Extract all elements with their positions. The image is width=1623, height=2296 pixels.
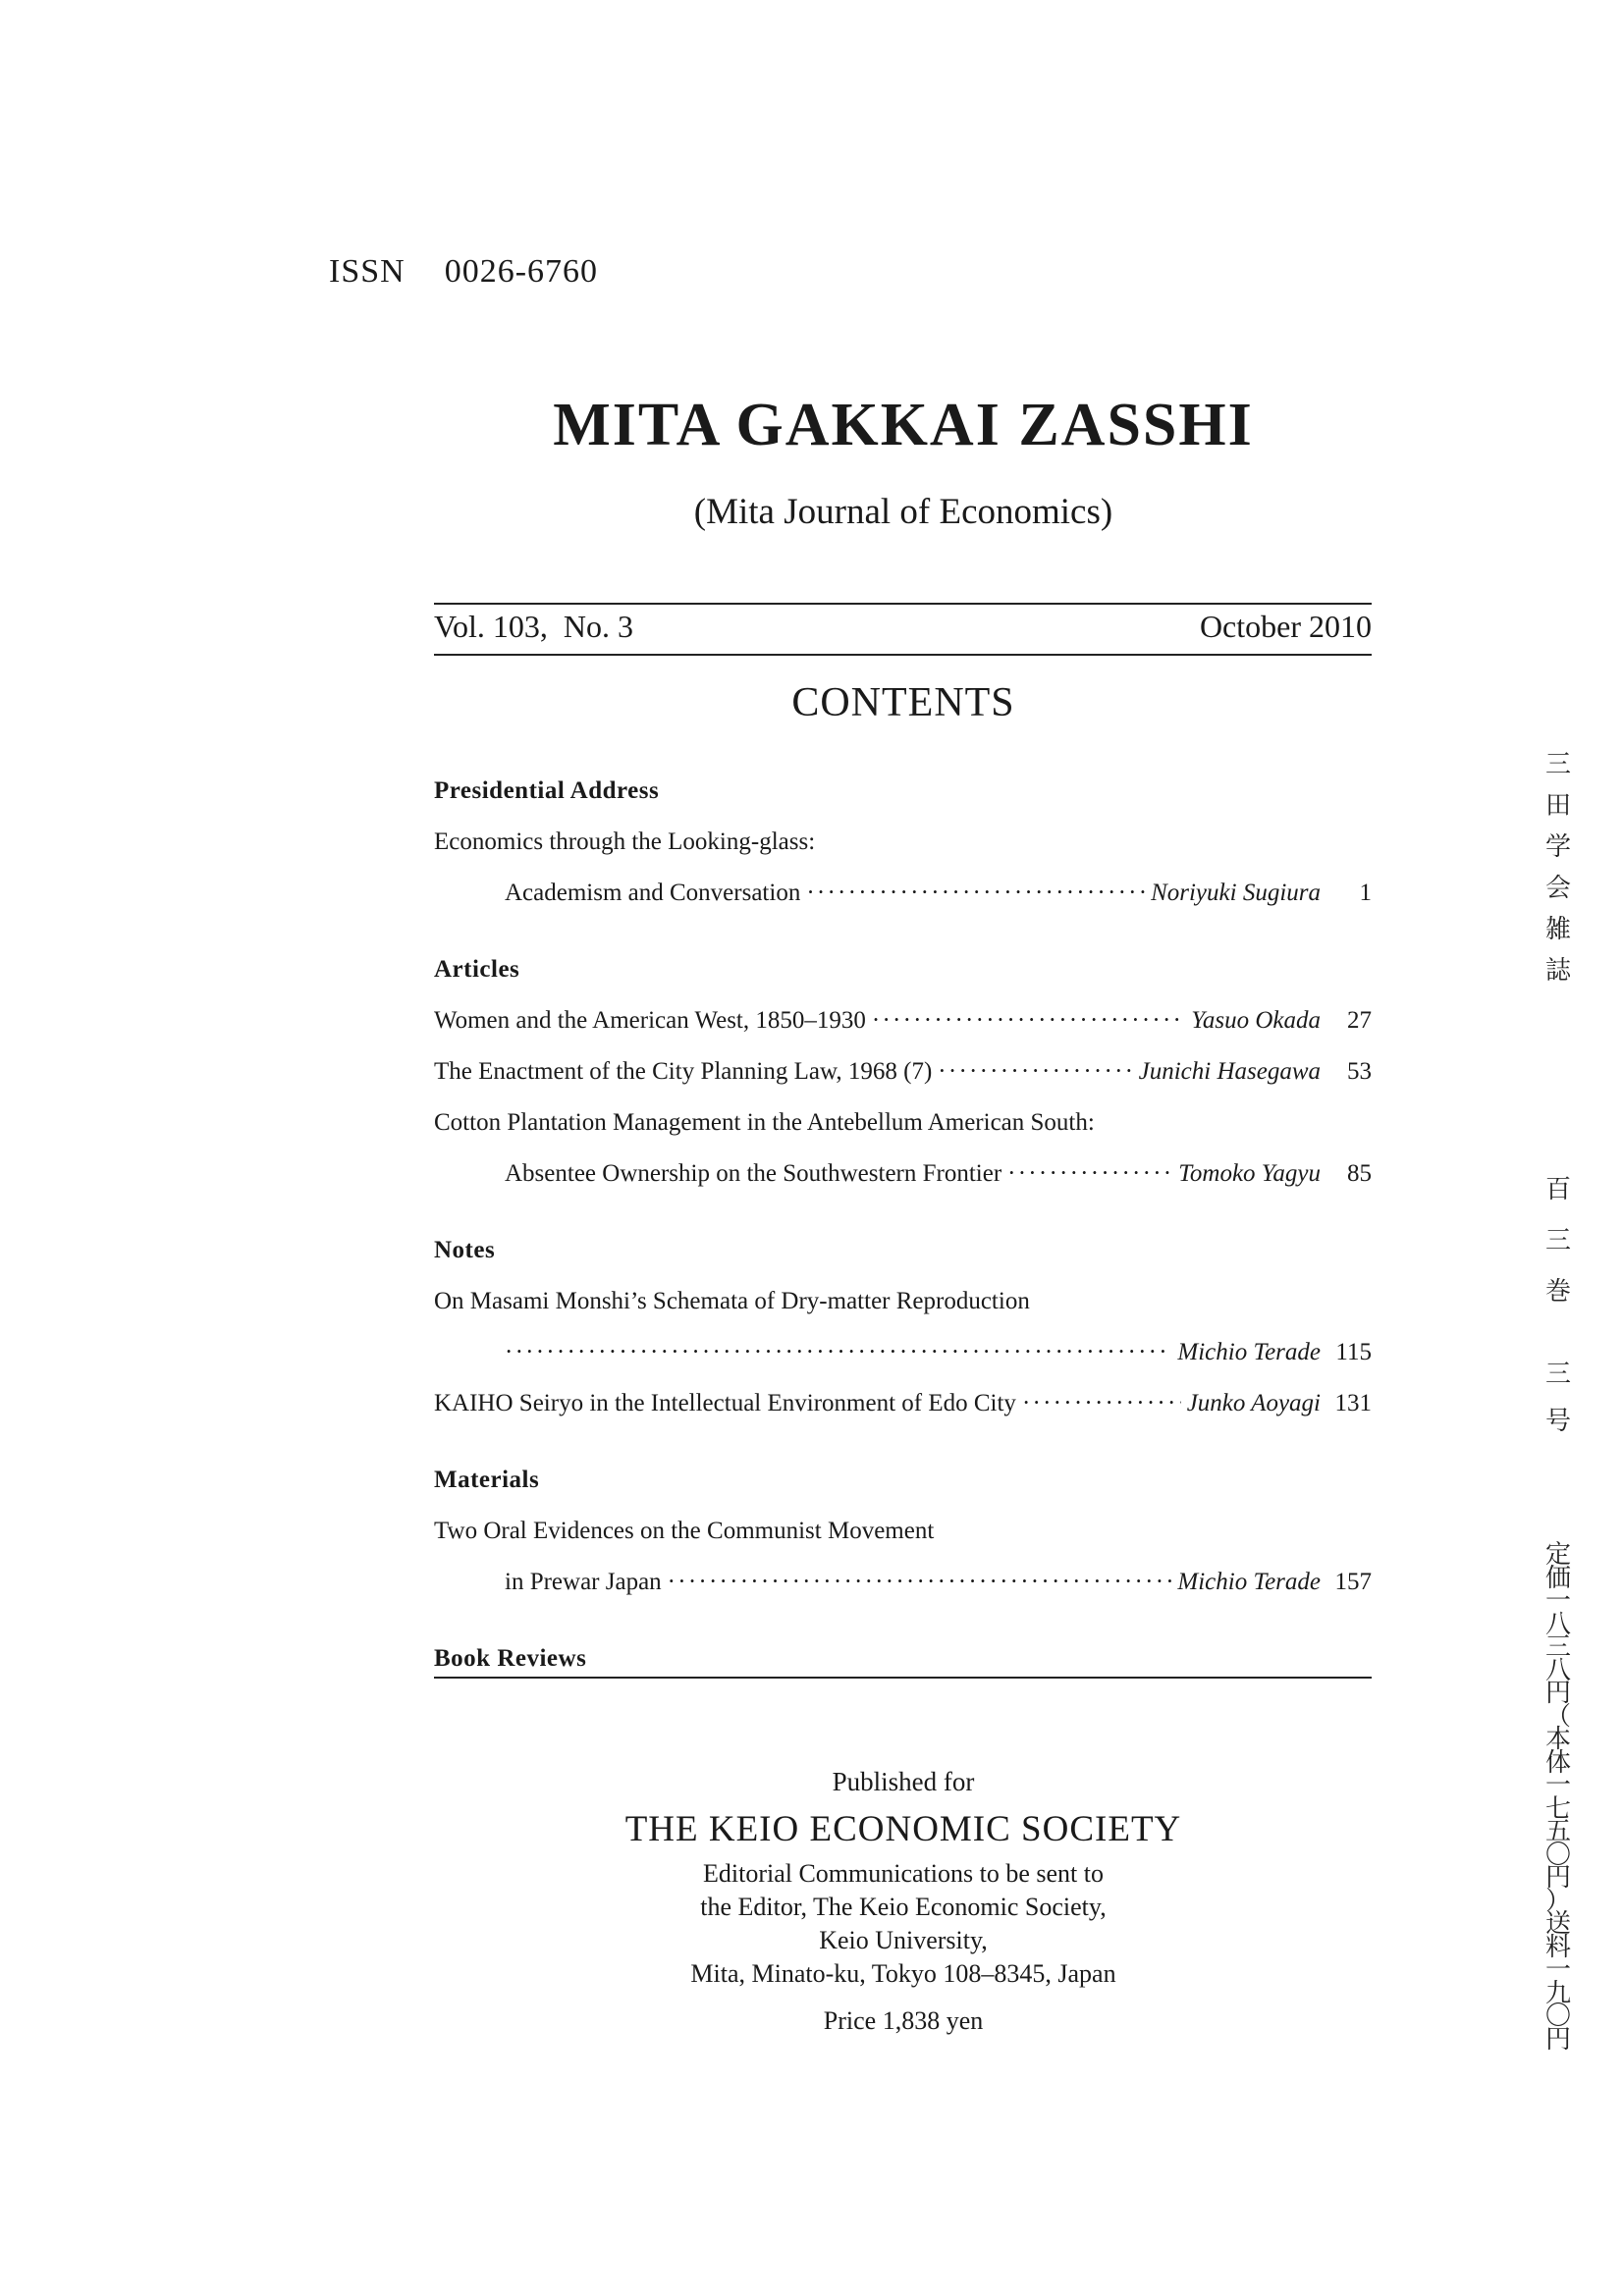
toc-entry-author: Michio Terade — [1177, 1569, 1321, 1595]
spine-char: 本 — [1544, 1725, 1571, 1753]
toc-entry-page: 131 — [1334, 1390, 1372, 1416]
spine-char: 送 — [1544, 1909, 1571, 1938]
journal-title: MITA GAKKAI ZASSHI — [553, 392, 1254, 458]
spine-char: 〇 — [1544, 1840, 1571, 1869]
contents-bottom-rule — [434, 1677, 1372, 1679]
toc-entry[interactable] — [434, 995, 1372, 1046]
section-heading-materials: Materials — [434, 1467, 540, 1493]
leader-dots — [505, 1327, 1171, 1378]
spine-char: 一 — [1544, 1771, 1571, 1799]
spine-char: 三 — [1544, 1632, 1571, 1661]
issn-line — [329, 253, 598, 291]
volume-top-rule — [434, 603, 1372, 605]
spine-char: 五 — [1544, 1817, 1571, 1845]
toc-entry-title: Academism and Conversation — [505, 880, 801, 906]
publisher-address-line: Editorial Communications to be sent to — [702, 1859, 1104, 1888]
spine-price — [1534, 1540, 1583, 2054]
toc-entry[interactable] — [434, 1046, 1372, 1097]
toc-entry-author: Tomoko Yagyu — [1178, 1160, 1321, 1187]
toc-entry-author: Noriyuki Sugiura — [1151, 880, 1321, 906]
spine-char: 八 — [1544, 1655, 1571, 1684]
spine-char: 三 — [1544, 1360, 1571, 1388]
spine-char: 八 — [1544, 1609, 1571, 1638]
volume-row — [434, 609, 1372, 645]
table-of-contents — [434, 766, 1372, 1684]
toc-entry[interactable] — [434, 868, 1372, 919]
toc-entry-title: Economics through the Looking-glass: — [434, 828, 816, 855]
journal-subtitle: (Mita Journal of Economics) — [693, 492, 1113, 532]
toc-entry-author: Yasuo Okada — [1191, 1007, 1321, 1034]
spine-char: 九 — [1544, 1978, 1571, 2007]
toc-entry-title: Cotton Plantation Management in the Antebellum American South: — [434, 1109, 1095, 1136]
toc-entry-title: in Prewar Japan — [505, 1569, 662, 1595]
contents-heading: CONTENTS — [791, 680, 1015, 725]
spine-char: （ — [1544, 1701, 1571, 1731]
spine-title — [1534, 744, 1583, 991]
toc-entry-title: On Masami Monshi’s Schemata of Dry-matter Reproduction — [434, 1288, 1030, 1314]
toc-entry[interactable] — [434, 1148, 1372, 1200]
toc-entry-title: KAIHO Seiryo in the Intellectual Environment of Edo City — [434, 1390, 1016, 1416]
spine-char: 雑 — [1544, 915, 1571, 943]
leader-dots — [668, 1557, 1172, 1608]
spine-char: 百 — [1544, 1175, 1571, 1203]
spine-char: 巻 — [1544, 1277, 1571, 1306]
toc-entry-line — [434, 1506, 1372, 1557]
leader-dots — [1007, 1148, 1172, 1200]
section-heading-notes: Notes — [434, 1237, 496, 1263]
publisher-address-line: the Editor, The Keio Economic Society, — [700, 1893, 1107, 1921]
spine-char: 誌 — [1544, 956, 1571, 985]
volume-number: Vol. 103, No. 3 — [434, 609, 633, 644]
spine-char: 三 — [1544, 750, 1571, 778]
publisher-address-line: Keio University, — [819, 1926, 988, 1954]
toc-entry-page: 85 — [1347, 1160, 1372, 1187]
section-heading-articles: Articles — [434, 956, 520, 983]
toc-entry[interactable] — [434, 1327, 1372, 1378]
spine-char: 一 — [1544, 1955, 1571, 1984]
spine-char: 定 — [1544, 1540, 1571, 1569]
toc-entry-page: 53 — [1347, 1058, 1372, 1085]
publisher-address-line: Mita, Minato-ku, Tokyo 108–8345, Japan — [690, 1959, 1116, 1988]
toc-entry-page: 115 — [1335, 1339, 1372, 1365]
toc-entry-title: Absentee Ownership on the Southwestern Frontier — [505, 1160, 1002, 1187]
toc-entry-title: Two Oral Evidences on the Communist Movement — [434, 1518, 935, 1544]
issue-date: October 2010 — [1199, 609, 1372, 644]
toc-entry-line — [434, 1097, 1372, 1148]
toc-entry-line — [434, 817, 1372, 868]
volume-bottom-rule — [434, 654, 1372, 656]
toc-entry-author: Junichi Hasegawa — [1138, 1058, 1321, 1085]
toc-entry-author: Michio Terade — [1177, 1339, 1321, 1365]
spine-char: 料 — [1544, 1932, 1571, 1961]
issn-label: ISSN — [329, 253, 406, 290]
leader-dots — [938, 1046, 1132, 1097]
issn-number: 0026-6760 — [444, 253, 599, 290]
toc-entry[interactable] — [434, 1557, 1372, 1608]
spine-char: 円 — [1544, 2024, 1571, 2054]
price: Price 1,838 yen — [823, 2006, 984, 2035]
section-heading-presidential: Presidential Address — [434, 777, 660, 804]
leader-dots — [872, 995, 1185, 1046]
spine-char: 体 — [1544, 1747, 1571, 1777]
toc-entry-page: 157 — [1334, 1569, 1372, 1595]
toc-entry-author: Junko Aoyagi — [1186, 1390, 1321, 1416]
spine-char: 円 — [1544, 1863, 1571, 1892]
leader-dots — [806, 868, 1145, 919]
spine-volume — [1534, 1164, 1583, 1317]
spine-char: 学 — [1544, 832, 1571, 861]
spine-number — [1534, 1351, 1583, 1445]
toc-entry-title: The Enactment of the City Planning Law, 1968 (7) — [434, 1058, 933, 1085]
spine-char: 〇 — [1544, 2002, 1571, 2030]
spine-char: 号 — [1544, 1407, 1571, 1435]
section-heading-book-reviews: Book Reviews — [434, 1645, 587, 1672]
spine-char: 価 — [1544, 1563, 1571, 1592]
spine-char: 田 — [1544, 791, 1571, 820]
leader-dots — [1022, 1378, 1181, 1429]
toc-entry-page: 27 — [1347, 1007, 1372, 1034]
spine-char: 七 — [1544, 1793, 1571, 1823]
toc-entry-line — [434, 1276, 1372, 1327]
spine-char: 一 — [1544, 1586, 1571, 1615]
spine-char: 会 — [1544, 874, 1571, 902]
toc-entry[interactable] — [434, 1378, 1372, 1429]
toc-entry-page: 1 — [1359, 880, 1372, 906]
spine-char: 円 — [1544, 1679, 1571, 1707]
published-for: Published for — [832, 1767, 975, 1796]
spine-char: ） — [1544, 1886, 1571, 1915]
toc-entry-title: Women and the American West, 1850–1930 — [434, 1007, 866, 1034]
spine-char: 三 — [1544, 1226, 1571, 1255]
society-name: THE KEIO ECONOMIC SOCIETY — [624, 1809, 1182, 1849]
